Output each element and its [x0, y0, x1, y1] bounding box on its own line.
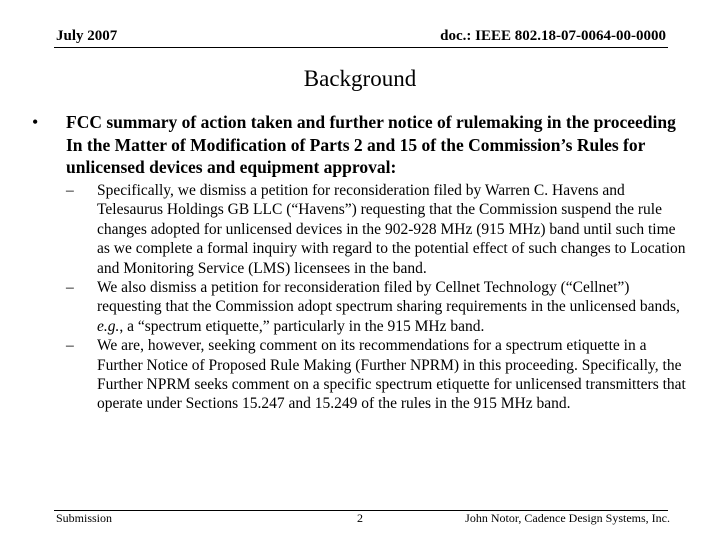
sub-bullet-list: [66, 181, 692, 414]
sub-bullet-italic: e.g.: [97, 317, 120, 335]
sub-bullet-text: We are, however, seeking comment on its recommendations for a spectrum etiquette in a Further Notice of Proposed Rule Making (Further NPRM) in this proceeding. Specifically, the Further NPRM seeks comment on a specific spectrum etiquette for unlicensed transmitters that operate under Sections 15.247 and 15.249 of the rules in the 915 MHz band.: [97, 337, 686, 413]
header-date: July 2007: [56, 28, 118, 44]
sub-bullet-dash: –: [66, 182, 74, 199]
slide-title: Background: [303, 66, 417, 91]
footer-page-number: 2: [357, 511, 363, 525]
sub-bullet-text-part: We also dismiss a petition for reconsideration filed by Cellnet Technology (“Cellnet”) requesting that the Commission adopt spectrum sharing requirements in the unlicensed bands,: [97, 279, 680, 316]
sub-bullet-dash: –: [66, 337, 74, 355]
header-doc-id: doc.: IEEE 802.18-07-0064-00-0000: [440, 28, 666, 44]
header-divider: [54, 47, 668, 48]
bullet-mark: •: [32, 112, 39, 132]
sub-bullet-item: [66, 181, 692, 278]
footer-submission: Submission: [56, 511, 113, 525]
footer-author: John Notor, Cadence Design Systems, Inc.: [465, 511, 670, 525]
main-bullet-text: FCC summary of action taken and further notice of rulemaking in the proceeding In the Matter of Modification of Parts 2 and 15 of the Commission’s Rules for unlicensed devices and equipment approval:: [66, 112, 676, 178]
sub-bullet-text: Specifically, we dismiss a petition for reconsideration filed by Warren C. Havens and Telesaurus Holdings GB LLC (“Havens”) requesting that the Commission suspend the rule changes adopted for unlicensed devices in the 902-928 MHz (915 MHz) band until such time as we complete a formal inquiry with regard to the potential effect of such changes to Location and Monitoring Service (LMS) licensees in the band.: [97, 182, 686, 277]
sub-bullet-item: [66, 278, 692, 336]
sub-bullet-dash: –: [66, 279, 74, 297]
sub-bullet-text-part: , a “spectrum etiquette,” particularly in the 915 MHz band.: [119, 317, 485, 335]
sub-bullet-item: [66, 336, 692, 414]
